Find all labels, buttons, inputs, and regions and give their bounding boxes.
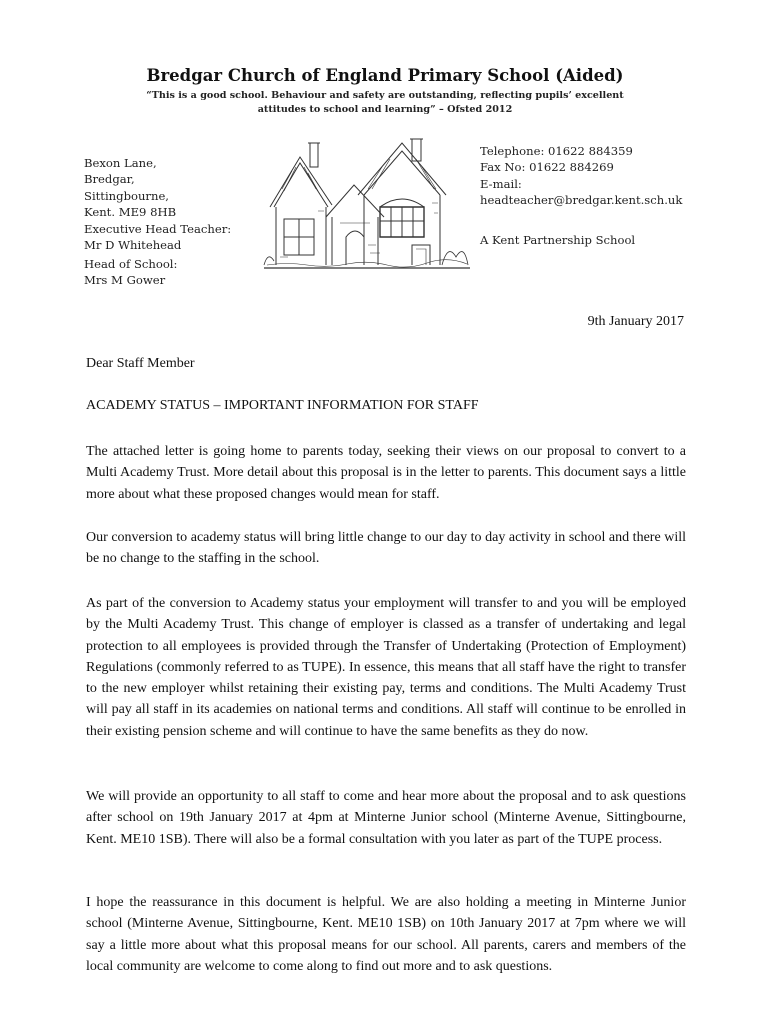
salutation: Dear Staff Member [86,356,195,371]
school-name: Bredgar Church of England Primary School (Aided) [146,66,624,85]
head-of-school-block [84,256,177,289]
contact-details [480,143,682,209]
email-address[interactable]: headteacher@bredgar.kent.sch.uk [480,193,683,208]
address-line: Kent. ME9 8HB [84,205,177,220]
school-address [84,155,176,221]
ofsted-tagline: “This is a good school. Behaviour and safety are outstanding, reflecting pupils’ excellent attitudes to school and learning” – Ofsted 2012 [146,90,624,115]
email-label: E-mail: [480,176,522,191]
body-paragraph: We will provide an opportunity to all staff to come and hear more about the proposal and to ask questions after school on 19th January 2017 at 4pm at Minterne Junior school (Minterne Avenue, Sittingbourne, Kent. ME10 1SB). There will also be a formal consultation with you later as part of the TUPE process. [86,789,686,847]
telephone: Telephone: 01622 884359 [480,144,633,158]
body-paragraph: The attached letter is going home to parents today, seeking their views on our proposal to convert to a Multi Academy Trust. More detail about this proposal is in the letter to parents. This document says a little more about what these proposed changes would mean for staff. [86,444,686,502]
letter-heading: ACADEMY STATUS – IMPORTANT INFORMATION FOR STAFF [86,398,479,413]
body-paragraph: I hope the reassurance in this document is helpful. We are also holding a meeting in Minterne Junior school (Minterne Avenue, Sittingbourne, Kent. ME10 1SB) on 10th January 2017 at 7pm where we will say a little more about what this proposal means for our school. All parents, carers and members of the local community are welcome to come along to find out more and to ask questions. [86,895,686,974]
letter-date: 9th January 2017 [587,314,684,329]
executive-head-label: Executive Head Teacher: [84,222,232,236]
address-line: Bexon Lane, [84,156,157,170]
executive-head-block [84,221,231,254]
address-line: Bredgar, [84,172,135,187]
address-line: Sittingbourne, [84,188,169,203]
body-paragraph: As part of the conversion to Academy status your employment will transfer to and you will be employed by the Multi Academy Trust. This change of employer is classed as a transfer of undertaking and legal protection to all employees is provided through the Transfer of Undertaking (Protection of Employment) Regulations (commonly referred to as TUPE). In essence, this means that all staff have the right to transfer to the new employer whilst retaining their existing pay, terms and conditions. The Multi Academy Trust will pay all staff in its academies on national terms and conditions. All staff will continue to be enrolled in their existing pension scheme and will continue to have the same benefits as they do now. [86,596,686,739]
executive-head-name: Mr D Whitehead [84,238,182,253]
head-of-school-name: Mrs M Gower [84,273,166,288]
partnership-note: A Kent Partnership School [480,233,636,247]
body-paragraph: Our conversion to academy status will bring little change to our day to day activity in school and there will be no change to the staffing in the school. [86,530,686,567]
fax-number: Fax No: 01622 884269 [480,160,614,175]
school-sketch-icon [262,137,472,272]
head-of-school-label: Head of School: [84,257,178,271]
